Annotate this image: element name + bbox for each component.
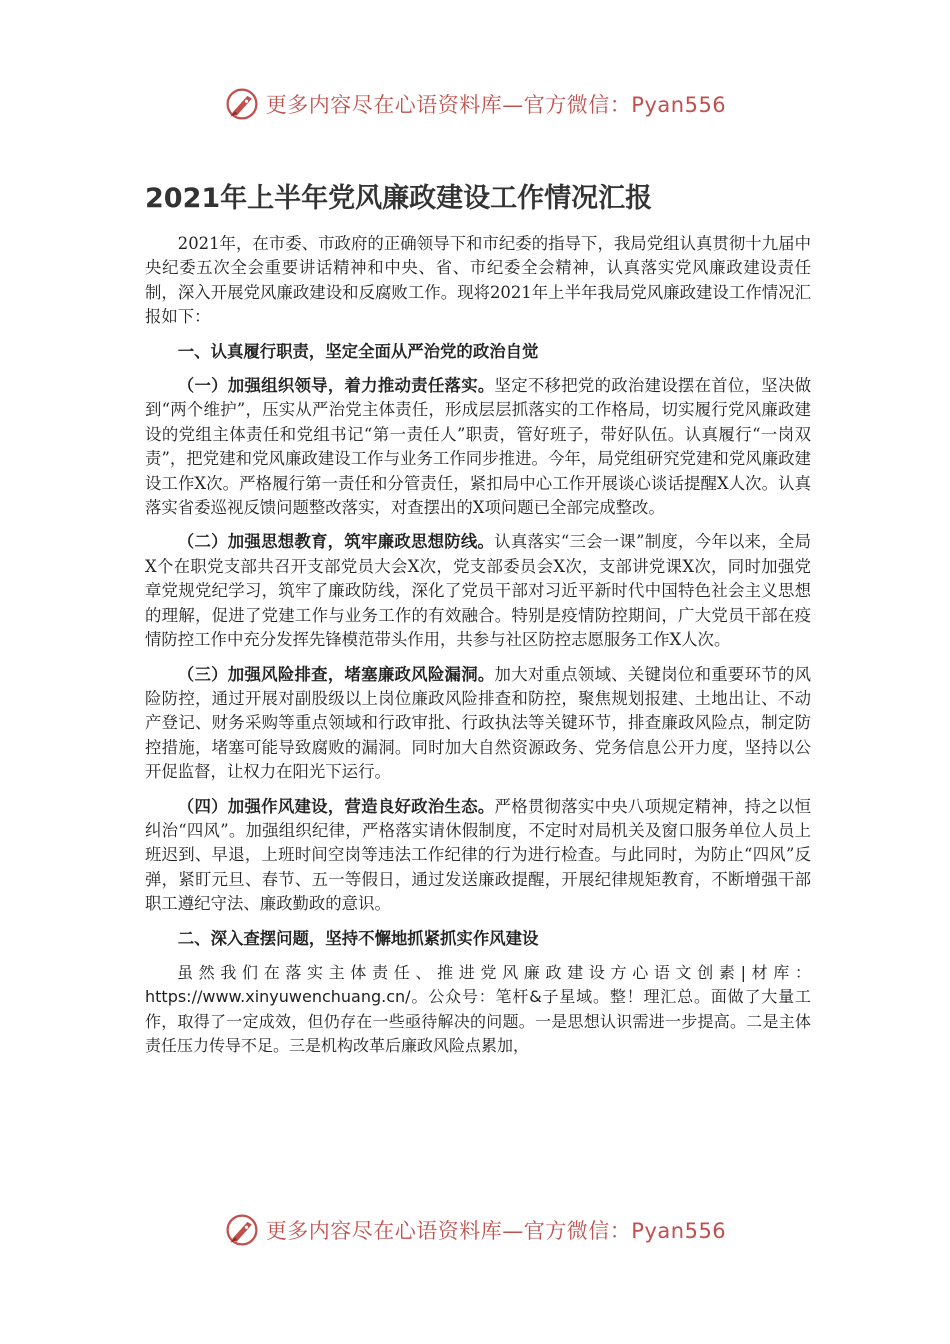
subsection-1-lead: （一）加强组织领导，着力推动责任落实。 — [177, 376, 495, 396]
subsection-1-body: 坚定不移把党的政治建设摆在首位，坚决做到“两个维护”，压实从严治党主体责任，形成层层抓落实的工作格局，切实履行党风廉政建设的党组主体责任和党组书记“第一责任人”职责，管好班子，带好队伍。认真履行“一岗双责”，把党建和党风廉政建设工作与业务工作同步推进。今年，局党组研究党建和党风廉政建设工作X次。严格履行第一责任和分管责任，紧扣局中心工作开展谈心谈话提醒X人次。认真落实省委巡视反馈问题整改落实，对查摆出的X项问题已全部完成整改。 — [145, 376, 812, 518]
document-title: 2021年上半年党风廉政建设工作情况汇报 — [145, 183, 653, 214]
last-paragraph: 虽然我们在落实主体责任、推进党风廉政建设方心语文创素|材库：https://www.xinyuwenchuang.cn/。公众号：笔杆&子星域。整！理汇总。面做了大量工作，取得了一定成效，但仍存在一些亟待解决的问题。一是思想认识需进一步提高。二是主体责任压力传导不足。三是机构改革后廉政风险点累加， — [145, 962, 811, 1056]
subsection-4-paragraph — [145, 795, 811, 917]
subsection-1-paragraph — [145, 374, 811, 520]
pen-nib-logo-icon — [224, 86, 260, 122]
section-1-heading: 一、认真履行职责，坚定全面从严治党的政治自觉 — [177, 341, 539, 361]
subsection-2-paragraph — [145, 530, 811, 652]
document-body — [145, 232, 811, 1069]
subsection-2-body: 认真落实“三会一课”制度，今年以来，全局X个在职党支部共召开支部党员大会X次，党支部委员会X次，支部讲党课X次，同时加强党章党规党纪学习，筑牢了廉政防线，深化了党员干部对习近平新时代中国特色社会主义思想的理解，促进了党建工作与业务工作的有效融合。特别是疫情防控期间，广大党员干部在疫情防控工作中充分发挥先锋模范带头作用，共参与社区防控志愿服务工作X人次。 — [145, 532, 811, 650]
banner-text: 更多内容尽在心语资料库—官方微信：Pyan556 — [265, 93, 727, 117]
section-2-heading: 二、深入查摆问题，坚持不懈地抓紧抓实作风建设 — [177, 928, 539, 948]
subsection-3-paragraph — [145, 663, 811, 785]
subsection-3-lead: （三）加强风险排查，堵塞廉政风险漏洞。 — [177, 664, 495, 684]
subsection-4-body: 严格贯彻落实中央八项规定精神，持之以恒纠治“四风”。加强组织纪律，严格落实请休假制度，不定时对局机关及窗口服务单位人员上班迟到、早退，上班时间空岗等违法工作纪律的行为进行检查。与此同时，为防止“四风”反弹，紧盯元旦、春节、五一等假日，通过发送廉政提醒，开展纪律规矩教育，不断增强干部职工遵纪守法、廉政勤政的意识。 — [145, 796, 812, 914]
subsection-2-lead: （二）加强思想教育，筑牢廉政思想防线。 — [177, 532, 495, 552]
subsection-4-lead: （四）加强作风建设，营造良好政治生态。 — [177, 796, 495, 816]
top-banner — [0, 84, 950, 124]
pen-nib-logo-icon — [224, 1212, 260, 1248]
banner-text: 更多内容尽在心语资料库—官方微信：Pyan556 — [265, 1219, 727, 1243]
bottom-banner — [0, 1210, 950, 1250]
intro-paragraph: 2021年，在市委、市政府的正确领导下和市纪委的指导下，我局党组认真贯彻十九届中央纪委五次全会重要讲话精神和中央、省、市纪委全会精神，认真落实党风廉政建设责任制，深入开展党风廉政建设和反腐败工作。现将2021年上半年我局党风廉政建设工作情况汇报如下： — [145, 234, 811, 327]
subsection-3-body: 加大对重点领域、关键岗位和重要环节的风险防控，通过开展对副股级以上岗位廉政风险排查和防控，聚焦规划报建、土地出让、不动产登记、财务采购等重点领域和行政审批、行政执法等关键环节，排查廉政风险点，制定防控措施，堵塞可能导致腐败的漏洞。同时加大自然资源政务、党务信息公开力度，坚持以公开促监督，让权力在阳光下运行。 — [145, 664, 812, 782]
